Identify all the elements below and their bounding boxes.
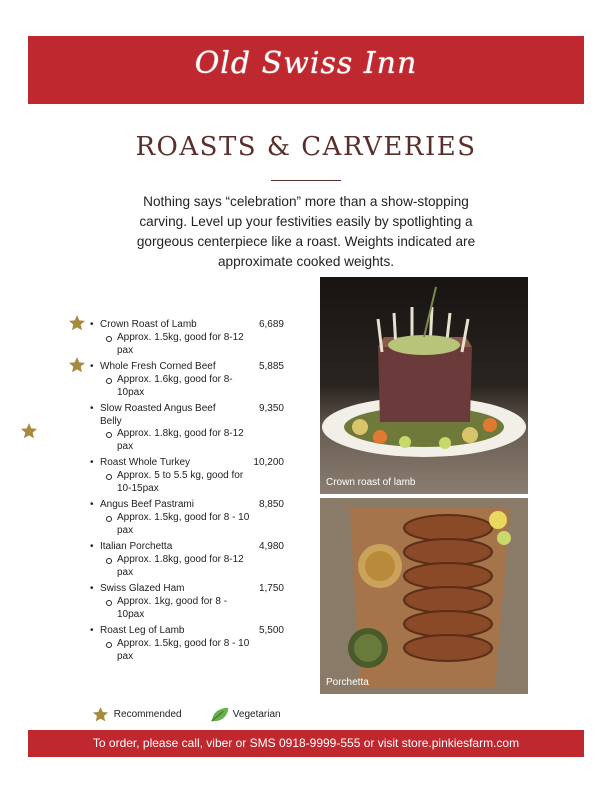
logo: Old Swiss Inn (194, 46, 418, 81)
menu-item-detail: Approx. 5 to 5.5 kg, good for 10-15pax (117, 470, 244, 494)
legend-recommended (92, 706, 182, 723)
menu-item: • Angus Beef Pastrami 8,850 Approx. 1.5kg, good for 8 - 10 pax (90, 499, 284, 536)
menu-item-name: Angus Beef Pastrami (100, 499, 194, 510)
menu-list (70, 318, 290, 666)
menu-item: • Swiss Glazed Ham 1,750 Approx. 1kg, good for 8 - 10pax (90, 583, 284, 620)
menu-item: • Italian Porchetta 4,980 Approx. 1.8kg, good for 8-12 pax (90, 541, 284, 578)
menu-item-name: Roast Whole Turkey (100, 457, 191, 468)
menu-item-name: Italian Porchetta (100, 541, 173, 552)
star-icon (92, 706, 109, 723)
menu-item-detail: Approx. 1.8kg, good for 8-12 pax (117, 428, 244, 452)
menu-item-detail: Approx. 1.6kg, good for 8-10pax (117, 374, 233, 398)
menu-item-price: 8,850 (258, 499, 284, 510)
porchetta-illustration (320, 498, 528, 694)
menu-item-detail: Approx. 1.5kg, good for 8-12 pax (117, 332, 244, 356)
menu-item-price: 6,689 (258, 319, 284, 330)
menu-item: • Slow Roasted Angus Beef Belly 9,350 Approx. 1.8kg, good for 8-12 pax (70, 402, 290, 453)
menu-item: • Roast Leg of Lamb 5,500 Approx. 1.5kg, good for 8 - 10 pax (90, 625, 284, 662)
menu-item-detail: Approx. 1.8kg, good for 8-12 pax (117, 554, 244, 578)
photo-caption: Porchetta (326, 677, 369, 688)
order-footer: To order, please call, viber or SMS 0918-9999-555 or visit store.pinkiesfarm.com (28, 730, 584, 757)
menu-item-detail: Approx. 1kg, good for 8 - 10pax (117, 596, 228, 620)
menu-item-name: Whole Fresh Corned Beef (100, 361, 216, 372)
menu-item-price: 10,200 (253, 457, 284, 468)
legend-vegetarian-label: Vegetarian (232, 709, 281, 720)
legend-vegetarian (210, 706, 281, 723)
menu-item-name: Roast Leg of Lamb (100, 625, 185, 636)
menu-item-detail: Approx. 1.5kg, good for 8 - 10 pax (117, 638, 250, 662)
photo-caption: Crown roast of lamb (326, 477, 416, 488)
recommended-star-icon (20, 422, 38, 440)
brand-header (28, 36, 584, 104)
porchetta-photo (320, 498, 528, 694)
crown-roast-illustration (320, 277, 528, 494)
menu-item-price: 4,980 (258, 541, 284, 552)
menu-item-detail: Approx. 1.5kg, good for 8 - 10 pax (117, 512, 250, 536)
title-divider (271, 180, 341, 181)
menu-item-price: 5,885 (258, 361, 284, 372)
menu-item-name: Swiss Glazed Ham (100, 583, 185, 594)
crown-roast-photo (320, 277, 528, 494)
menu-item-price: 5,500 (258, 625, 284, 636)
page-title: ROASTS & CARVERIES (135, 132, 477, 162)
legend-recommended-label: Recommended (113, 709, 182, 720)
menu-item-price: 9,350 (258, 403, 284, 414)
leaf-icon (210, 706, 230, 723)
menu-item-name: Crown Roast of Lamb (100, 319, 197, 330)
intro-text: Nothing says “celebration” more than a show-stopping carving. Level up your festivities easily by spotlighting a gorgeous centerpiece like a roast. Weights indicated are approximate cooked weights. (136, 194, 476, 269)
menu-item: • Roast Whole Turkey 10,200 Approx. 5 to 5.5 kg, good for 10-15pax (90, 457, 284, 494)
menu-item: • Whole Fresh Corned Beef 5,885 Approx. 1.6kg, good for 8-10pax (70, 360, 290, 399)
menu-item: • Crown Roast of Lamb 6,689 Approx. 1.5kg, good for 8-12 pax (70, 318, 290, 357)
menu-item-price: 1,750 (258, 583, 284, 594)
menu-item-name: Slow Roasted Angus Beef Belly (100, 403, 216, 427)
